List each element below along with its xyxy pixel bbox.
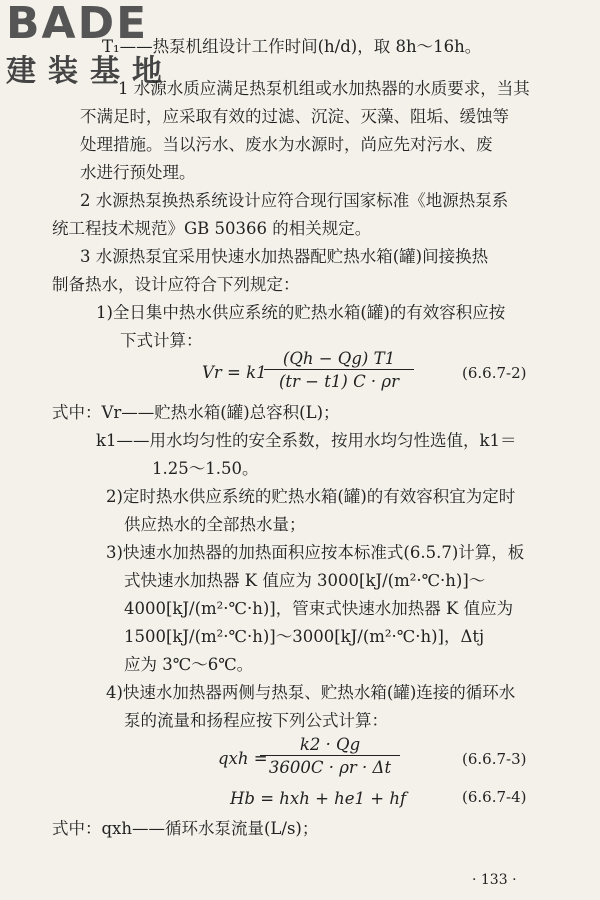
text-line: T₁——热泵机组设计工作时间(h/d)，取 8h～16h。 [102, 37, 482, 56]
text-line: 1.25～1.50。 [152, 459, 259, 478]
equation-number: (6.6.7-3) [462, 750, 527, 768]
text-line: 处理措施。当以污水、废水为水源时，尚应先对污水、废 [80, 135, 493, 154]
equation-fraction [260, 735, 400, 777]
equation-denominator: 3600C · ρr · Δt [268, 758, 392, 777]
text-line: 式快速水加热器 K 值应为 3000[kJ/(m²·℃·h)]～ [124, 571, 486, 590]
equation-number: (6.6.7-2) [462, 364, 527, 382]
text-line: 4000[kJ/(m²·℃·h)]，管束式快速水加热器 K 值应为 [124, 599, 514, 618]
equation-lhs: Vr = k1 [202, 363, 267, 382]
text-line: 式中：qxh——循环水泵流量(L/s)； [52, 819, 319, 838]
text-line: 3)快速水加热器的加热面积应按本标准式(6.5.7)计算，板 [106, 543, 525, 562]
text-line: 供应热水的全部热水量； [124, 515, 306, 534]
equation-numerator: k2 · Qg [260, 735, 400, 756]
page-number: · 133 · [472, 872, 517, 888]
equation-fraction [264, 349, 414, 391]
text-line: 水进行预处理。 [80, 163, 196, 182]
text-line: 式中：Vr——贮热水箱(罐)总容积(L)； [52, 403, 340, 422]
text-line: 下式计算： [120, 331, 203, 350]
text-line: 统工程技术规范》GB 50366 的相关规定。 [52, 219, 372, 238]
text-line: 制备热水，设计应符合下列规定： [52, 275, 300, 294]
text-line: 2 水源热泵换热系统设计应符合现行国家标准《地源热泵系 [80, 191, 509, 210]
text-line: 1500[kJ/(m²·℃·h)]～3000[kJ/(m²·℃·h)]，Δtj [124, 627, 485, 646]
equation-body: Hb = hxh + he1 + hf [230, 789, 407, 808]
text-line: 2)定时热水供应系统的贮热水箱(罐)的有效容积宜为定时 [106, 487, 516, 506]
text-line: 4)快速水加热器两侧与热泵、贮热水箱(罐)连接的循环水 [106, 683, 516, 702]
text-line: 应为 3℃～6℃。 [124, 655, 254, 674]
equation-number: (6.6.7-4) [462, 788, 527, 806]
text-line: 不满足时，应采取有效的过滤、沉淀、灭藻、阻垢、缓蚀等 [80, 107, 509, 126]
text-line: 3 水源热泵宜采用快速水加热器配贮热水箱(罐)间接换热 [80, 247, 489, 266]
equation-numerator: (Qh − Qg) T1 [264, 349, 414, 370]
logo-latin-text: BADE [6, 0, 149, 49]
text-line: k1——用水均匀性的安全系数，按用水均匀性选值，k1＝ [96, 431, 517, 450]
logo-chinese-text: 建装基地 [6, 54, 174, 89]
text-line: 1)全日集中热水供应系统的贮热水箱(罐)的有效容积应按 [96, 303, 506, 322]
equation-denominator: (tr − t1) C · ρr [278, 372, 400, 391]
text-line: 1 水源水质应满足热泵机组或水加热器的水质要求，当其 [118, 79, 530, 98]
equation-lhs: qxh = [218, 749, 268, 768]
text-line: 泵的流量和扬程应按下列公式计算： [124, 711, 388, 730]
